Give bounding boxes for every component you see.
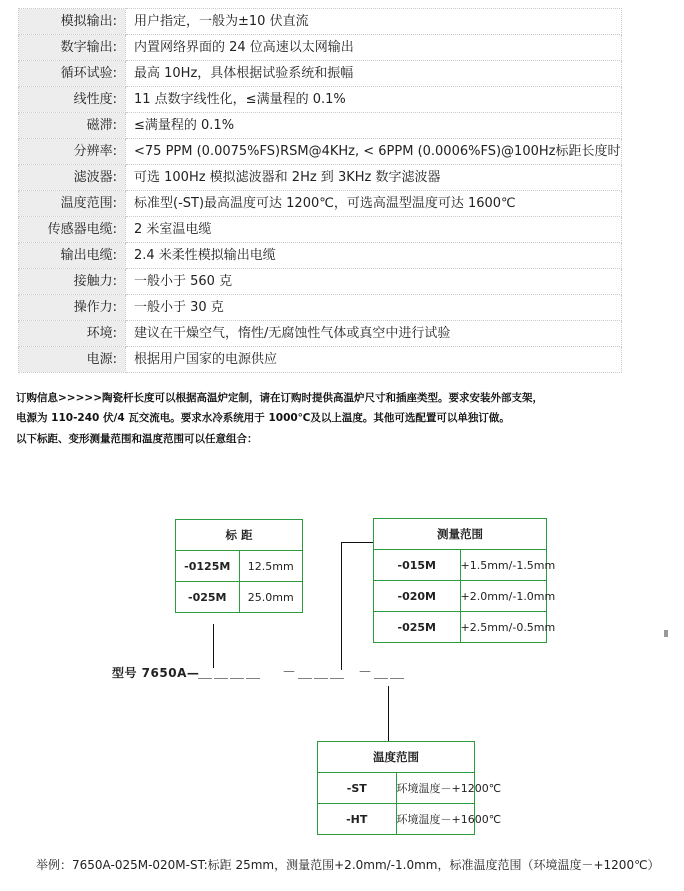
order-info-line-1: 订购信息>>>>>陶瓷杆长度可以根据高温炉定制，请在订购时提供高温炉尺寸和插座类型。要求安装外部支架， [16,392,543,404]
spec-row [19,243,622,269]
spec-value: 内置网络界面的 24 位高速以太网输出 [126,35,622,61]
spec-value: 根据用户国家的电源供应 [126,347,622,373]
spec-value: 用户指定，一般为±10 伏直流 [126,9,622,35]
temp-code: -ST [318,773,397,804]
range-value: +2.5mm/-0.5mm [460,612,547,643]
spec-row [19,217,622,243]
spec-value: 可选 100Hz 模拟滤波器和 2Hz 到 3KHz 数字滤波器 [126,165,622,191]
range-code: -015M [374,550,461,581]
gauge-value: 25.0mm [239,582,303,613]
spec-row [19,295,622,321]
spec-value: 一般小于 560 克 [126,269,622,295]
range-connector-horizontal [341,542,373,543]
order-info-line-3: 以下标距、变形测量范围和温度范围可以任意组合： [16,433,258,445]
range-blanks: －＿＿＿ [282,665,346,681]
spec-row [19,191,622,217]
range-value: +2.0mm/-1.0mm [460,581,547,612]
spec-label: 模拟输出: [19,9,126,35]
spec-row [19,269,622,295]
spec-label: 输出电缆: [19,243,126,269]
measuring-range-table [373,518,556,643]
spec-value: 一般小于 30 克 [126,295,622,321]
range-value: +1.5mm/-1.5mm [460,550,547,581]
spec-row [19,9,622,35]
temp-value: 环境温度－+1200℃ [396,773,475,804]
spec-value: 建议在干燥空气，惰性/无腐蚀性气体或真空中进行试验 [126,321,622,347]
gauge-length-table [175,519,303,613]
spec-row [19,61,622,87]
spec-label: 环境: [19,321,126,347]
spec-label: 磁滞: [19,113,126,139]
spec-row [19,165,622,191]
spec-value: 11 点数字线性化，≤满量程的 0.1% [126,87,622,113]
order-info-line-2: 电源为 110-240 伏/4 瓦交流电。要求水冷系统用于 1000℃及以上温度。其他可选配置可以单独订做。 [16,412,510,424]
temp-code: -HT [318,804,397,835]
spec-value: ≤满量程的 0.1% [126,113,622,139]
spec-label: 温度范围: [19,191,126,217]
spec-label: 线性度: [19,87,126,113]
measuring-range-title: 测量范围 [374,519,547,550]
spec-value: 标准型(-ST)最高温度可达 1200℃，可选高温型温度可达 1600℃ [126,191,622,217]
range-code: -020M [374,581,461,612]
temp-connector-line [388,686,389,741]
spec-label: 分辨率: [19,139,126,165]
gauge-code: -0125M [176,551,240,582]
spec-label: 滤波器: [19,165,126,191]
gauge-length-title: 标 距 [176,520,303,551]
temperature-range-title: 温度范围 [318,742,475,773]
gauge-blanks: ＿＿＿＿ [198,665,262,681]
spec-label: 接触力: [19,269,126,295]
spec-row [19,347,622,373]
spec-value: 2 米室温电缆 [126,217,622,243]
scroll-marker [664,630,668,637]
spec-label: 操作力: [19,295,126,321]
gauge-code: -025M [176,582,240,613]
spec-label: 数字输出: [19,35,126,61]
spec-value: <75 PPM (0.0075%FS)RSM@4KHz, < 6PPM (0.0006%FS)@100Hz标距长度时 [126,139,622,165]
spec-value: 2.4 米柔性模拟输出电缆 [126,243,622,269]
range-connector-vertical [341,542,342,670]
temperature-range-table [317,741,502,835]
spec-row [19,113,622,139]
temp-blanks: －＿＿ [358,665,406,681]
spec-row [19,139,622,165]
spec-value: 最高 10Hz，具体根据试验系统和振幅 [126,61,622,87]
spec-table [18,8,622,373]
spec-label: 循环试验: [19,61,126,87]
spec-row [19,87,622,113]
spec-label: 电源: [19,347,126,373]
model-code-label: 型号 7650A— [112,666,200,680]
spec-row [19,35,622,61]
example-text: 举例：7650A-025M-020M-ST:标距 25mm，测量范围+2.0mm/-1.0mm，标准温度范围（环境温度－+1200℃） [36,858,660,872]
spec-row [19,321,622,347]
gauge-value: 12.5mm [239,551,303,582]
temp-value: 环境温度－+1600℃ [396,804,475,835]
spec-label: 传感器电缆: [19,217,126,243]
range-code: -025M [374,612,461,643]
